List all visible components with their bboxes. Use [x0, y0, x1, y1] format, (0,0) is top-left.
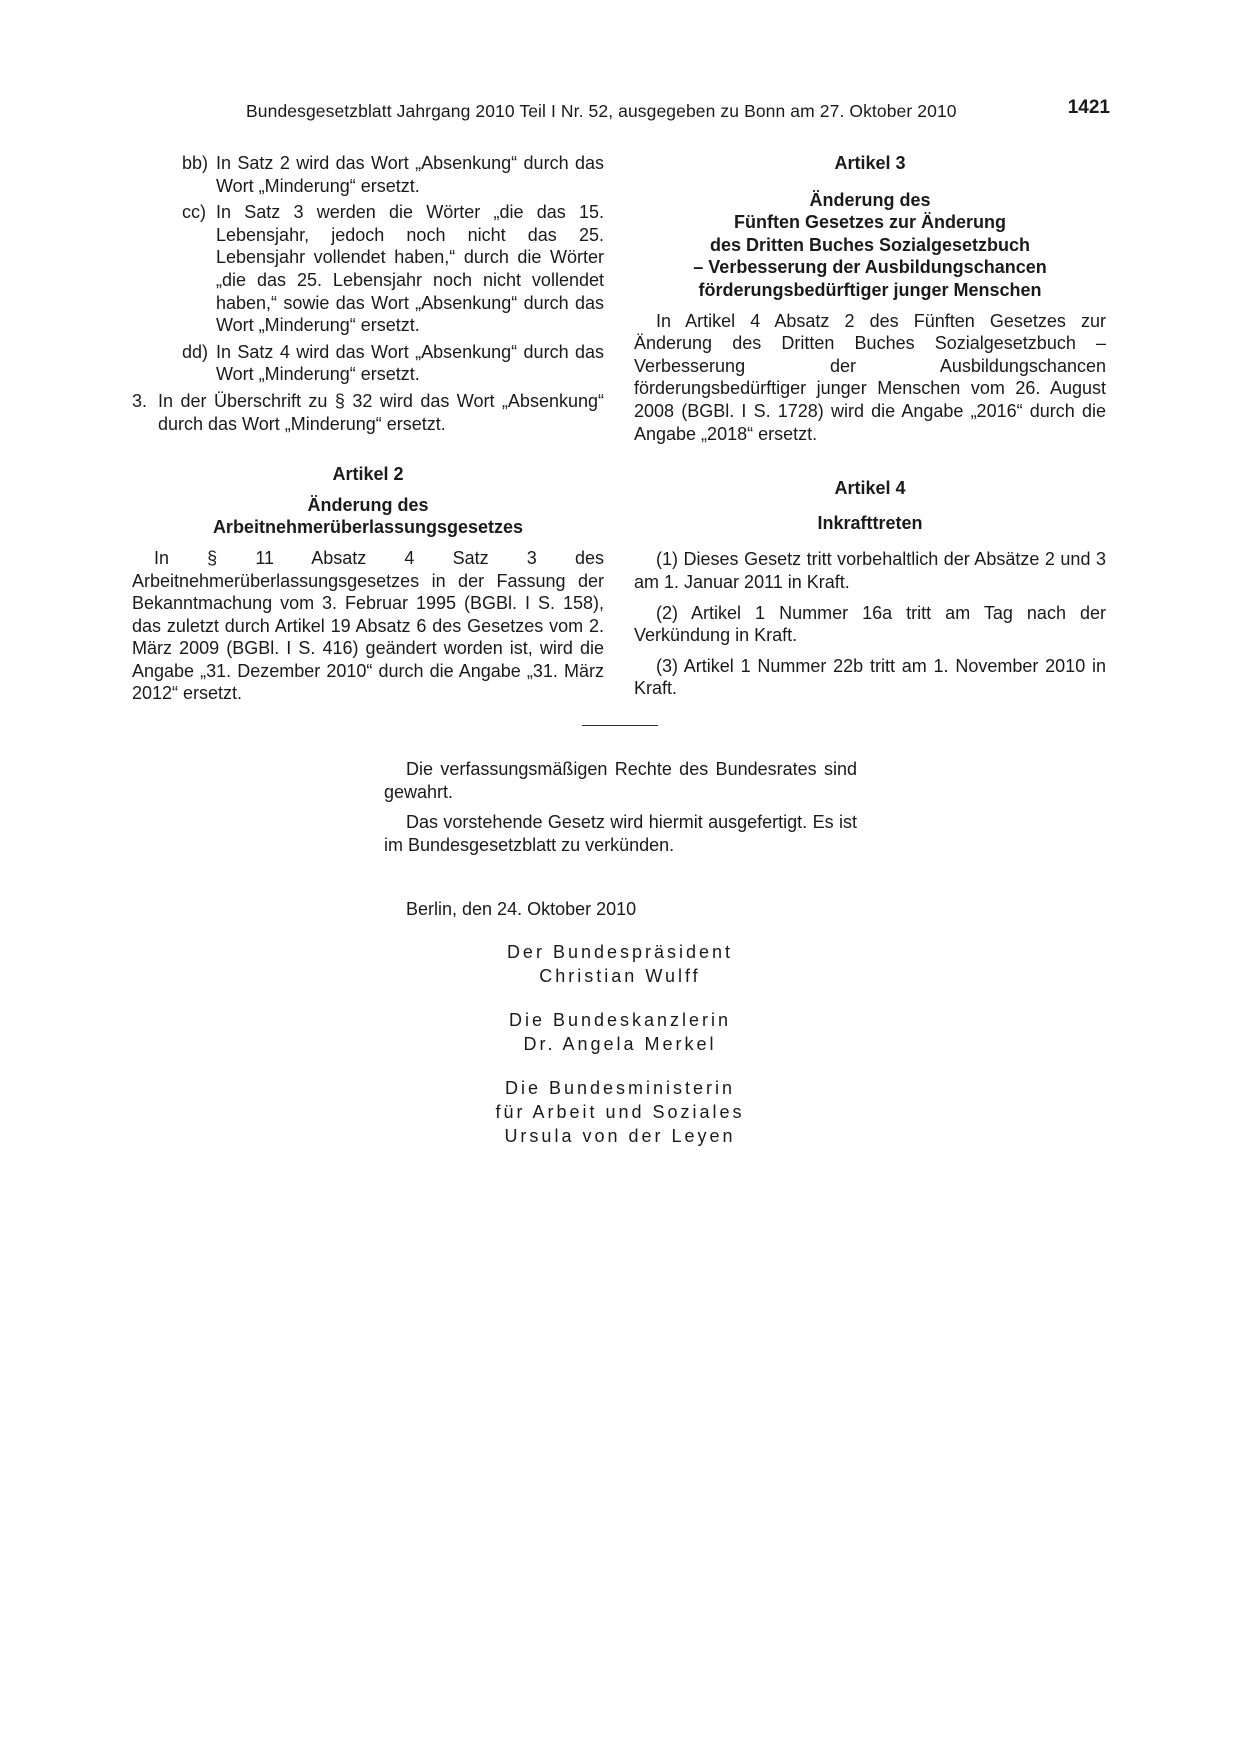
closing-paragraph: Das vorstehende Gesetz wird hiermit ausgefertigt. Es ist im Bundesgesetzblatt zu verkünden. [384, 812, 857, 855]
article-2-body: In § 11 Absatz 4 Satz 3 des Arbeitnehmerüberlassungsgesetzes in der Fassung der Bekanntmachung vom 3. Februar 1995 (BGBl. I S. 158), das zuletzt durch Artikel 19 Absatz 6 des Gesetzes vom 2. März 2009 (BGBl. I S. 416) geändert worden ist, wird die Angabe „31. Dezember 2010“ durch die Angabe „31. März 2012“ ersetzt. [132, 547, 604, 704]
article-2-heading [132, 494, 604, 539]
left-column [132, 152, 604, 713]
heading-line: Fünften Gesetzes zur Änderung [733, 212, 1007, 233]
article-4-para: (3) Artikel 1 Nummer 22b tritt am 1. November 2010 in Kraft. [634, 655, 1106, 699]
item-label: cc) [182, 202, 206, 223]
article-2-title: Artikel 2 [332, 464, 404, 485]
heading-line: Änderung des [307, 494, 429, 515]
item-text: In Satz 4 wird das Wort „Absenkung“ durch das Wort „Minderung“ ersetzt. [216, 341, 604, 385]
right-column [634, 152, 1106, 708]
article-4-title: Artikel 4 [834, 478, 906, 499]
place-date: Berlin, den 24. Oktober 2010 [406, 899, 637, 919]
article-4-para: (1) Dieses Gesetz tritt vorbehaltlich der Absätze 2 und 3 am 1. Januar 2011 in Kraft. [634, 549, 1106, 592]
item-text: In Satz 2 wird das Wort „Absenkung“ durch das Wort „Minderung“ ersetzt. [216, 153, 604, 196]
signature-block [420, 940, 820, 988]
item-text: In der Überschrift zu § 32 wird das Wort „Absenkung“ durch das Wort „Minderung“ ersetzt. [158, 390, 604, 434]
heading-line: förderungsbedürftiger junger Menschen [698, 279, 1042, 300]
list-item [132, 390, 604, 435]
item-label: bb) [182, 153, 209, 173]
separator-rule [582, 725, 658, 726]
article-4-heading: Inkrafttreten [817, 512, 923, 533]
running-header: Bundesgesetzblatt Jahrgang 2010 Teil I Nr. 52, ausgegeben zu Bonn am 27. Oktober 2010 [246, 101, 957, 121]
signature-role: Die Bundesministerin [504, 1078, 736, 1098]
article-3-title: Artikel 3 [834, 153, 906, 173]
closing-formula [384, 758, 857, 864]
signature-block [420, 1008, 820, 1056]
heading-line: des Dritten Buches Sozialgesetzbuch [709, 234, 1031, 255]
signature-block [420, 1076, 820, 1148]
item-label: dd) [182, 341, 209, 362]
item-label: 3. [132, 390, 148, 411]
heading-line: – Verbesserung der Ausbildungschancen [693, 257, 1047, 278]
page-header [130, 97, 1110, 128]
heading-line: Arbeitnehmerüberlassungsgesetzes [212, 517, 524, 538]
signature-name: Dr. Angela Merkel [523, 1034, 717, 1054]
list-item [132, 201, 604, 337]
page-number: 1421 [1067, 97, 1110, 118]
article-3-heading [634, 189, 1106, 302]
list-item [132, 152, 604, 197]
signature-role: Der Bundespräsident [506, 942, 734, 962]
signature-name: Ursula von der Leyen [504, 1126, 736, 1146]
article-4-para: (2) Artikel 1 Nummer 16a tritt am Tag nach der Verkündung in Kraft. [634, 602, 1106, 646]
signature-name: Christian Wulff [539, 966, 701, 986]
list-item [132, 341, 604, 386]
heading-line: Änderung des [809, 189, 931, 210]
article-3-body: In Artikel 4 Absatz 2 des Fünften Gesetzes zur Änderung des Dritten Buches Sozialgesetzbuch – Verbesserung der Ausbildungschancen förderungsbedürftiger junger Menschen vom 26. August 2008 (BGBl. I S. 1728) wird die Angabe „2016“ durch die Angabe „2018“ ersetzt. [634, 310, 1106, 444]
item-text: In Satz 3 werden die Wörter „die das 15. Lebensjahr, jedoch noch nicht das 25. Lebensjahr vollendet haben,“ durch die Wörter „die das 25. Lebensjahr noch nicht vollendet haben,“ sowie das Wort „Absenkung“ durch das Wort „Minderung“ ersetzt. [216, 202, 604, 336]
signature-role: Die Bundeskanzlerin [508, 1010, 732, 1030]
signature-role: für Arbeit und Soziales [495, 1102, 745, 1122]
closing-paragraph: Die verfassungsmäßigen Rechte des Bundesrates sind gewahrt. [384, 759, 857, 802]
